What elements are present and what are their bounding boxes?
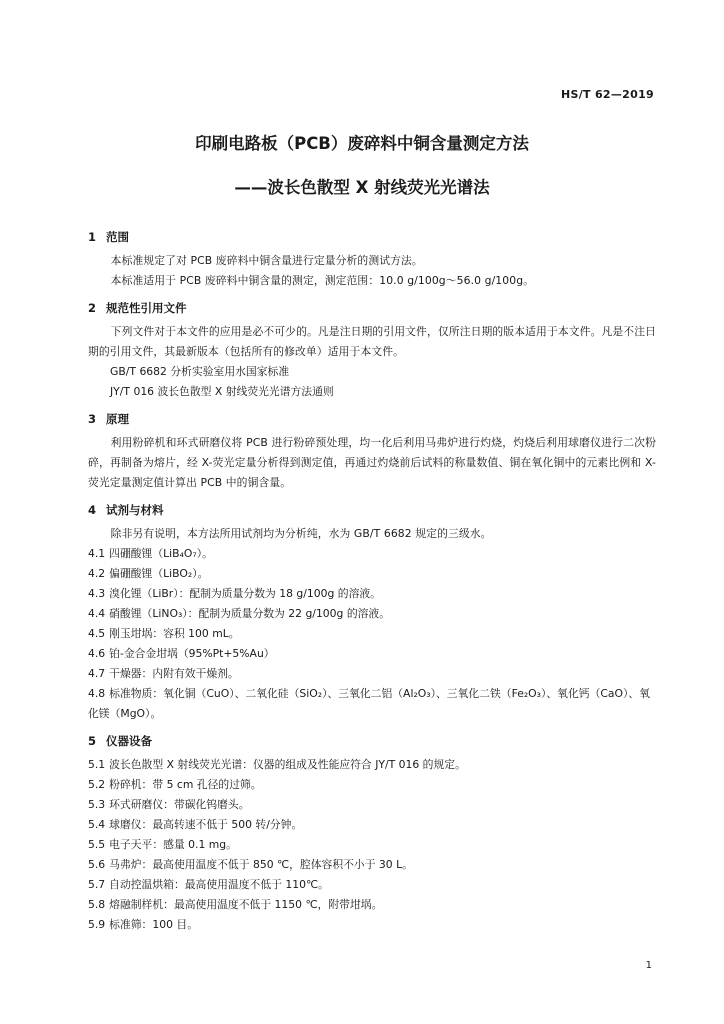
section-heading-scope — [88, 228, 656, 246]
list-item — [88, 915, 656, 935]
item-text: 球磨仪：最高转速不低于 500 转/分钟。 — [109, 818, 303, 831]
list-item — [88, 755, 656, 775]
paragraph: 本标准规定了对 PCB 废碎料中铜含量进行定量分析的测试方法。 — [110, 254, 423, 267]
item-number: 4.6 — [88, 647, 106, 660]
section-heading-normative-references — [88, 299, 656, 317]
list-item — [88, 664, 656, 684]
section-title: 范围 — [106, 230, 129, 244]
item-number: 4.1 — [88, 547, 106, 560]
paragraph: 下列文件对于本文件的应用是必不可少的。凡是注日期的引用文件，仅所注日期的版本适用于本文件。凡是不注日期的引用文件，其最新版本（包括所有的修改单）适用于本文件。 — [88, 325, 656, 358]
paragraph: 利用粉碎机和环式研磨仪将 PCB 进行粉碎预处理，均一化后利用马弗炉进行灼烧，灼烧后利用球磨仪进行二次粉碎，再制备为熔片，经 X-荧光定量分析得到测定值，再通过灼烧前后试料的称量数值、铜在氧化铜中的元素比例和 X-荧光定量测定值计算出 PCB 中的铜含量。 — [88, 436, 656, 489]
standard-code: HS/T 62—2019 — [560, 88, 654, 101]
item-number: 5.3 — [88, 798, 106, 811]
section-number: 1 — [88, 230, 97, 244]
document-body — [88, 228, 656, 935]
item-number: 5.7 — [88, 878, 106, 891]
list-item — [88, 644, 656, 664]
section-title: 试剂与材料 — [106, 503, 164, 517]
item-text: 电子天平：感量 0.1 mg。 — [109, 838, 237, 851]
item-text: 波长色散型 X 射线荧光光谱：仪器的组成及性能应符合 JY/T 016 的规定。 — [109, 758, 466, 771]
section-number: 4 — [88, 503, 97, 517]
list-item — [88, 544, 656, 564]
section-heading-apparatus — [88, 732, 656, 750]
item-text: 干燥器：内附有效干燥剂。 — [109, 667, 239, 680]
document-title: 印刷电路板（PCB）废碎料中铜含量测定方法 — [195, 134, 529, 153]
section-number: 2 — [88, 301, 97, 315]
item-text: 环式研磨仪：带碳化钨磨头。 — [109, 798, 250, 811]
item-text: 硝酸锂（LiNO₃）：配制为质量分数为 22 g/100g 的溶液。 — [109, 607, 391, 620]
item-text: 刚玉坩埚：容积 100 mL。 — [109, 627, 240, 640]
item-number: 4.5 — [88, 627, 106, 640]
list-item — [88, 815, 656, 835]
item-text: 马弗炉：最高使用温度不低于 850 ℃，腔体容积不小于 30 L。 — [109, 858, 413, 871]
item-text: 四硼酸锂（LiB₄O₇）。 — [109, 547, 213, 560]
list-item — [88, 835, 656, 855]
item-number: 4.7 — [88, 667, 106, 680]
item-text: 粉碎机：带 5 cm 孔径的过筛。 — [109, 778, 262, 791]
section-title: 仪器设备 — [106, 734, 152, 748]
item-text: 偏硼酸锂（LiBO₂）。 — [109, 567, 209, 580]
page-number: 1 — [645, 960, 652, 971]
item-text: 铂-金合金坩埚（95%Pt+5%Au） — [109, 647, 275, 660]
item-number: 5.8 — [88, 898, 106, 911]
list-item — [88, 895, 656, 915]
item-text: 标准筛：100 目。 — [109, 918, 198, 931]
reference-item: JY/T 016 波长色散型 X 射线荧光光谱方法通则 — [110, 385, 334, 398]
item-number: 5.9 — [88, 918, 106, 931]
paragraph: 本标准适用于 PCB 废碎料中铜含量的测定，测定范围：10.0 g/100g～56.0 g/100g。 — [110, 274, 535, 287]
reference-item: GB/T 6682 分析实验室用水国家标准 — [110, 365, 290, 378]
list-item — [88, 604, 656, 624]
item-number: 5.6 — [88, 858, 106, 871]
section-title: 规范性引用文件 — [106, 301, 187, 315]
item-number: 5.4 — [88, 818, 106, 831]
item-number: 5.5 — [88, 838, 106, 851]
list-item — [88, 584, 656, 604]
section-number: 5 — [88, 734, 97, 748]
list-item — [88, 684, 656, 724]
document-subtitle: ——波长色散型 X 射线荧光光谱法 — [234, 178, 490, 197]
list-item — [88, 875, 656, 895]
item-text: 熔融制样机：最高使用温度不低于 1150 ℃，附带坩埚。 — [109, 898, 383, 911]
list-item — [88, 795, 656, 815]
item-number: 5.1 — [88, 758, 106, 771]
section-title: 原理 — [106, 412, 129, 426]
section-number: 3 — [88, 412, 97, 426]
list-item — [88, 624, 656, 644]
item-number: 4.4 — [88, 607, 106, 620]
item-number: 4.8 — [88, 687, 106, 700]
item-number: 4.3 — [88, 587, 106, 600]
item-text: 溴化锂（LiBr）：配制为质量分数为 18 g/100g 的溶液。 — [109, 587, 381, 600]
item-text: 标准物质：氧化铜（CuO）、二氧化硅（SiO₂）、三氧化二铝（Al₂O₃）、三氧化二铁（Fe₂O₃）、氧化钙（CaO）、氧化镁（MgO）。 — [88, 687, 651, 720]
list-item — [88, 775, 656, 795]
list-item — [88, 855, 656, 875]
item-number: 4.2 — [88, 567, 106, 580]
paragraph: 除非另有说明，本方法所用试剂均为分析纯，水为 GB/T 6682 规定的三级水。 — [110, 527, 492, 540]
list-item — [88, 564, 656, 584]
section-heading-reagents — [88, 501, 656, 519]
item-text: 自动控温烘箱：最高使用温度不低于 110℃。 — [109, 878, 329, 891]
section-heading-principle — [88, 410, 656, 428]
item-number: 5.2 — [88, 778, 106, 791]
